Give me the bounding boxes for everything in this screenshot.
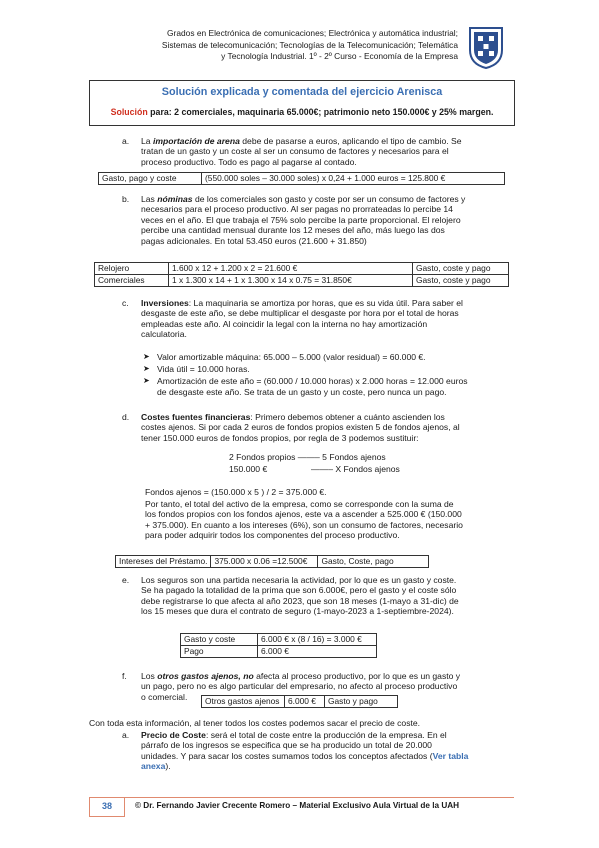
text-line: proceso productivo. Todo es pago al pagarse al contado.: [141, 156, 357, 167]
text-line: [141, 761, 513, 771]
table-row: [202, 696, 398, 708]
table-cell: Gasto y coste: [181, 634, 258, 646]
text-line: [141, 671, 513, 681]
table-row: [99, 173, 505, 185]
table-cell: Gasto, pago y coste: [99, 173, 202, 185]
text-fragment: : La maquinaria se amortiza por horas, que es su vida útil. Para saber el: [188, 298, 463, 308]
text-line: los fondos propios con los fondos ajenos, este va a ascender a 525.000 € (150.000: [145, 509, 462, 520]
text-line: [141, 194, 513, 204]
table-section-e: [180, 633, 377, 658]
text-line: párrafo de los ingresos se especifica que se ha producido un total de 20.000: [141, 740, 432, 751]
emphasis: nóminas: [157, 194, 193, 204]
section-letter: a.: [122, 136, 130, 146]
emphasis: otros gastos ajenos, no: [157, 671, 254, 681]
table-section-b: [94, 262, 509, 287]
table-section-d: [115, 555, 429, 568]
table-row: [181, 634, 377, 646]
text-fragment: afecta al proceso productivo, por lo que es un gasto y: [253, 671, 461, 681]
section-label: Precio de Coste: [141, 730, 206, 740]
table-cell: 1 x 1.300 x 14 + 1 x 1.300 x 14 x 0.75 = 31.850€: [169, 275, 413, 287]
solution-subtitle: [90, 107, 514, 117]
page-number: 38: [89, 798, 125, 817]
text-line: calculatoria.: [141, 329, 187, 340]
text-line: [141, 751, 513, 761]
text-line: debe registrarse lo que afecta al año 2023, que son 18 meses (1-mayo a 31-dic) de: [141, 595, 459, 606]
text-line: veces en el año. El que trabaja el 75% solo percibe la parte proporcional. El relojero: [141, 214, 461, 225]
arrowhead-bullet-icon: ➤: [143, 364, 150, 373]
text-line: [141, 412, 513, 422]
footer-divider: [89, 797, 514, 798]
table-cell: Pago: [181, 646, 258, 658]
text-line: [141, 136, 513, 146]
header-line: y Tecnología Industrial. 1º - 2º Curso - Economía de la Empresa: [221, 51, 458, 61]
text-line: [141, 298, 513, 308]
text-fragment: ).: [165, 761, 171, 772]
table-cell: 1.600 x 12 + 1.200 x 2 = 21.600 €: [169, 263, 413, 275]
table-cell: 6.000 €: [258, 646, 377, 658]
list-item: [143, 364, 515, 375]
section-letter: f.: [122, 671, 127, 681]
solution-description: para: 2 comerciales, maquinaria 65.000€; patrimonio neto 150.000€ y 25% margen.: [147, 107, 494, 117]
arrowhead-bullet-icon: ➤: [143, 376, 150, 385]
table-cell: Comerciales: [95, 275, 169, 287]
table-row: [95, 263, 509, 275]
bullet-text: Valor amortizable máquina: 65.000 – 5.000 (valor residual) = 60.000 €.: [157, 352, 426, 362]
text-line: para poder adquirir todos los componentes del proceso productivo.: [145, 530, 400, 541]
page-title: Solución explicada y comentada del ejercicio Arenisca: [161, 86, 443, 98]
table-cell: Gasto, coste y pago: [413, 263, 509, 275]
text-line: desgaste de este año, se debe multiplicar el desgaste por hora por el total de horas: [141, 308, 459, 319]
table-row: [116, 556, 429, 568]
arrowhead-bullet-icon: ➤: [143, 352, 150, 361]
text-line: empleadas este año. Al coincidir la legal con la interna no hay amortización: [141, 318, 428, 329]
rule-of-three-line: ——– X Fondos ajenos: [311, 464, 400, 474]
text-line: costes ajenos. Si por cada 2 euros de fondos propios existen 5 de fondos ajenos, al: [141, 422, 460, 433]
closing-text: [141, 730, 513, 772]
document-header: [70, 28, 458, 63]
list-item: [143, 352, 515, 363]
solution-label: Solución: [110, 107, 148, 117]
emphasis: importación de arena: [152, 136, 240, 146]
text-line: los 15 meses que dura el contrato de seguro (1-mayo-2023 a 1-septiembre-2024).: [141, 606, 454, 617]
table-cell: Gasto y pago: [325, 696, 398, 708]
section-d-text: [141, 412, 513, 443]
text-line: un pago, pero no es algo particular del empresario, no afecto al proceso productivo: [141, 681, 458, 692]
title-box: [89, 80, 515, 126]
header-line: Sistemas de telecomunicación; Tecnologías de la Telecomunicación; Telemática: [161, 39, 458, 50]
university-crest-icon: [466, 24, 506, 70]
section-label: Costes fuentes financieras: [141, 412, 251, 422]
table-cell: (550.000 soles – 30.000 soles) x 0,24 + 1.000 euros = 125.800 €: [202, 173, 505, 185]
list-item: [143, 376, 515, 398]
text-line: tener 150.000 euros de fondos propios, por regla de 3 podemos sustituir:: [141, 432, 419, 443]
text-fragment: Los: [141, 671, 158, 681]
text-line: + 375.000). En cuanto a los intereses (6%), son un consumo de factores, necesario: [145, 519, 463, 530]
rule-of-three-value: 150.000 €: [229, 464, 268, 474]
text-line: percibe una cantidad mensual durante los 12 meses del año, más luego las dos: [141, 225, 445, 236]
text-line: tratan de un gasto y un coste al ser un consumo de factores y necesarios para el: [141, 146, 449, 157]
text-line: [141, 730, 513, 740]
section-letter: d.: [122, 412, 130, 422]
table-section-a: [98, 172, 505, 185]
table-cell: Relojero: [95, 263, 169, 275]
section-letter: e.: [122, 575, 130, 585]
section-e-text: [141, 575, 513, 617]
text-fragment: : será el total de coste entre la producción de la empresa. En el: [205, 730, 447, 740]
rule-of-three-line: 2 Fondos propios ——– 5 Fondos ajenos: [229, 452, 386, 462]
section-label: Inversiones: [141, 298, 189, 308]
text-fragment: La: [141, 136, 153, 146]
table-row: [95, 275, 509, 287]
footer-copyright: © Dr. Fernando Javier Crecente Romero – Material Exclusivo Aula Virtual de la UAH: [135, 801, 460, 810]
text-fragment: de los comerciales son gasto y coste por ser un consumo de factores y: [192, 194, 466, 204]
section-c-text: [141, 298, 513, 340]
annex-table-link[interactable]: anexa: [141, 761, 166, 772]
text-fragment: : Primero debemos obtener a cuánto ascienden los: [250, 412, 445, 422]
section-d-continuation: [145, 499, 513, 541]
text-line: Se ha pagado la totalidad de la prima que son 6.000€, pero el gasto y el coste sólo: [141, 585, 457, 596]
table-row: [181, 646, 377, 658]
text-line: pagas adicionales. En total 53.450 euros (21.600 + 31.850): [141, 235, 367, 246]
text-fragment: Las: [141, 194, 158, 204]
text-line: Los seguros son una partida necesaria la actividad, por lo que es un gasto y coste.: [141, 575, 457, 585]
section-letter: b.: [122, 194, 130, 204]
table-section-f: [201, 695, 398, 708]
table-cell: Otros gastos ajenos: [202, 696, 285, 708]
table-cell: 6.000 € x (8 / 16) = 3.000 €: [258, 634, 377, 646]
text-fragment: unidades. Y para sacar los costes sumamos todos los conceptos afectados (: [141, 750, 433, 761]
table-cell: Intereses del Préstamo.: [116, 556, 211, 568]
text-line: o comercial.: [141, 691, 188, 702]
annex-table-link[interactable]: Ver tabla: [432, 750, 469, 761]
section-b-text: [141, 194, 513, 246]
table-cell: 375.000 x 0.06 =12.500€: [211, 556, 318, 568]
formula: Fondos ajenos = (150.000 x 5 ) / 2 = 375.000 €.: [145, 487, 327, 497]
text-line: necesarios para el proceso productivo. Al ser pagas no prorrateadas lo percibe 14: [141, 204, 453, 215]
text-line: Por tanto, el total del activo de la empresa, como se corresponde con la suma de: [145, 499, 454, 509]
bullet-text: Vida útil = 10.000 horas.: [157, 364, 250, 374]
section-a-text: [141, 136, 513, 167]
text-fragment: debe de pasarse a euros, aplicando el tipo de cambio. Se: [239, 136, 462, 146]
bullet-text: Amortización de este año = (60.000 / 10.000 horas) x 2.000 horas = 12.000 euros: [157, 376, 468, 386]
section-letter: c.: [122, 298, 129, 308]
table-cell: Gasto, coste y pago: [413, 275, 509, 287]
table-cell: 6.000 €: [285, 696, 325, 708]
table-cell: Gasto, Coste, pago: [318, 556, 429, 568]
closing-intro: Con toda esta información, al tener todos los costes podemos sacar el precio de coste.: [89, 718, 421, 728]
section-letter: a.: [122, 730, 130, 740]
bullet-text: de desgaste este año. Se trata de un gasto y un coste, pero nunca un pago.: [157, 387, 447, 397]
header-line: Grados en Electrónica de comunicaciones; Electrónica y automática industrial;: [167, 28, 458, 38]
